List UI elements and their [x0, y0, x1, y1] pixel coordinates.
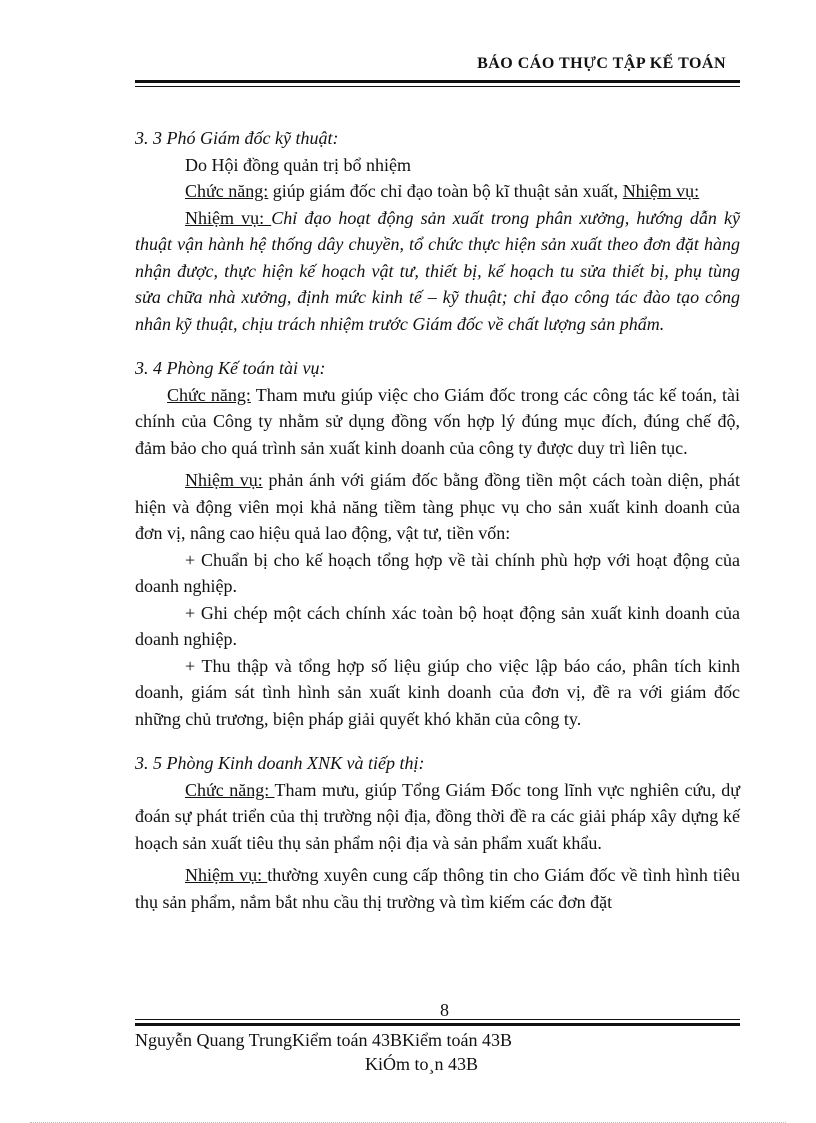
footer-rule-thick	[135, 1023, 740, 1026]
footer-rule-thin	[135, 1019, 740, 1020]
section-heading-3-4: 3. 4 Phòng Kế toán tài vụ:	[135, 358, 326, 378]
function-label: Chức năng:	[185, 779, 275, 800]
bullet-item: + Thu thập và tổng hợp số liệu giúp cho việc lập báo cáo, phân tích kinh doanh, giám sát tình hình sản xuất kinh doanh của đơn vị, đề ra với giám đốc những chủ trương, biện pháp giải quyết khó khăn của công ty.	[135, 655, 740, 729]
function-label: Chức năng:	[167, 384, 251, 405]
function-text: Tham mưu giúp việc cho Giám đốc trong các công tác kế toán, tài chính của Công ty nhằm sử dụng đồng vốn hợp lý đúng mục đích, đúng chế độ, đảm bảo cho quá trình sản xuất kinh doanh của công ty được duy trì liên tục.	[135, 384, 740, 458]
document-body	[135, 125, 740, 915]
function-paragraph-3-3	[135, 178, 740, 205]
duty-label: Nhiệm vụ:	[185, 865, 268, 885]
header-rule-thin	[135, 86, 740, 87]
duty-text: thường xuyên cung cấp thông tin cho Giám đốc về tình hình tiêu thụ sản phẩm, nắm bắt nhu cầu thị trường và tìm kiếm các đơn đặt	[135, 865, 741, 912]
function-paragraph-3-4	[135, 382, 740, 462]
duty-paragraph-3-4	[135, 467, 740, 547]
header-rule-thick	[135, 80, 740, 83]
header-title: BÁO CÁO THỰC TẬP KẾ TOÁN	[477, 55, 726, 72]
bullet-item: + Ghi chép một cách chính xác toàn bộ hoạt động sản xuất kinh doanh của doanh nghiệp.	[135, 602, 740, 649]
duty-text: phản ánh với giám đốc bằng đồng tiền một cách toàn diện, phát hiện và động viên mọi khả năng tiềm tàng phục vụ cho sản xuất kinh doanh của đơn vị, nâng cao hiệu quả lao động, vật tư, tiền vốn:	[135, 470, 740, 543]
duty-text: Chỉ đạo hoạt động sản xuất trong phân xưởng, hướng dẫn kỹ thuật vận hành hệ thống dây chuyền, tổ chức thực hiện sản xuất theo đơn đặt hàng nhận được, thực hiện kế hoạch vật tư, thiết bị, kế hoạch tu sửa thiết bị, phụ tùng sửa chữa nhà xưởng, định mức kinh tế – kỹ thuật; chỉ đạo công tác đào tạo công nhân kỹ thuật, chịu trách nhiệm trước Giám đốc về chất lượng sản phẩm.	[135, 207, 740, 334]
section-heading-3-5: 3. 5 Phòng Kinh doanh XNK và tiếp thị:	[135, 753, 425, 773]
duty-paragraph-3-3	[135, 205, 740, 338]
duty-label: Nhiệm vụ:	[185, 470, 263, 490]
function-text: giúp giám đốc chỉ đạo toàn bộ kĩ thuật sản xuất,	[268, 181, 623, 201]
duty-paragraph-3-5	[135, 862, 740, 915]
page-number: 8	[440, 1000, 449, 1020]
section-heading-3-3: 3. 3 Phó Giám đốc kỹ thuật:	[135, 128, 339, 148]
function-label: Chức năng:	[185, 181, 269, 201]
function-paragraph-3-5	[135, 777, 740, 857]
footer-class: KiÓm to¸n 43B	[365, 1054, 479, 1074]
function-text: Tham mưu, giúp Tổng Giám Đốc tong lĩnh vực nghiên cứu, dự đoán sự phát triển của thị trường nội địa, đồng thời đề ra các giải pháp xây dựng kế hoạch sản xuất tiêu thụ sản phẩm nội địa và sản phẩm xuất khẩu.	[135, 779, 740, 853]
footer-author: Nguyễn Quang TrungKiểm toán 43BKiểm toán 43B	[135, 1030, 512, 1050]
appointment-text: Do Hội đồng quản trị bổ nhiệm	[185, 154, 411, 175]
duty-label: Nhiệm vụ:	[185, 207, 272, 228]
duty-label-tail: Nhiệm vụ:	[622, 181, 700, 201]
bullet-item: + Chuẩn bị cho kế hoạch tổng hợp về tài chính phù hợp với hoạt động của doanh nghiệp.	[135, 549, 740, 596]
